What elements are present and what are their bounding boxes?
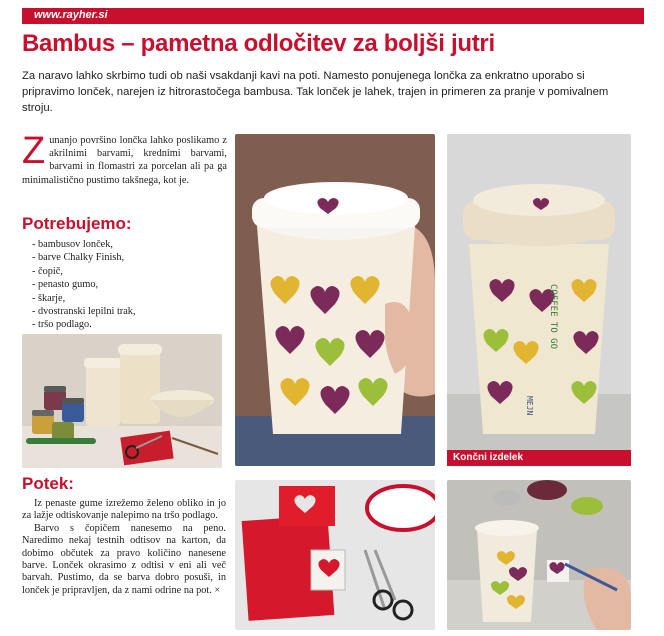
list-item: - dvostranski lepilni trak, — [32, 306, 136, 318]
supplies-photo — [22, 334, 222, 468]
procedure-paragraph: Barvo s čopičem nanesemo na peno. Naredimo nekaj testnih odtisov na karton, da dobimo občutek za pravo količino nanesene barve. Lonček okrasimo z odtisi v eni ali več barvah. Pustimo, da se barva dobro posuši, in lonček je pripravljen, da z nami odrine na pot. × — [22, 522, 226, 596]
procedure-text — [22, 498, 226, 597]
drop-cap: Z — [22, 130, 46, 172]
list-item: - tršo podlago. — [32, 319, 92, 331]
cup-short-text: MEJN — [525, 396, 534, 416]
header-bar — [22, 8, 644, 24]
cup-vertical-text: COFFEE TO GO — [548, 284, 558, 350]
list-item: - barve Chalky Finish, — [32, 252, 125, 264]
foam-stamp-photo — [235, 480, 435, 630]
procedure-heading: Potek: — [22, 474, 74, 493]
finished-cup-photo — [447, 134, 631, 450]
intro-text: Za naravo lahko skrbimo tudi ob naši vsakdanji kavi na poti. Namesto ponujenega lončka za enkratno uporabo si pripravimo lonček, narejen iz hitrorastočega bambusa. Tak lonček je lahek, trajen in primeren za pranje v pomivalnem stroju. — [22, 70, 609, 114]
site-url: www.rayher.si — [34, 9, 108, 21]
materials-heading: Potrebujemo: — [22, 214, 132, 233]
heart-pattern — [270, 276, 387, 414]
hand-cup-photo — [235, 134, 435, 466]
materials-list — [32, 238, 232, 332]
photo-caption: Končni izdelek — [447, 450, 631, 466]
list-item: - škarje, — [32, 292, 66, 304]
lead-paragraph — [22, 130, 227, 187]
list-item: - bambusov lonček, — [32, 239, 113, 250]
article-title: Bambus – pametna odločitev za boljši jutri — [22, 30, 495, 57]
procedure-paragraph: Iz penaste gume izrežemo želeno obliko in jo za lažje odtiskovanje nalepimo na tršo podlago. — [22, 498, 226, 522]
painting-cup-photo — [447, 480, 631, 630]
list-item: - čopič, — [32, 265, 63, 277]
list-item: - penasto gumo, — [32, 279, 99, 291]
lead-text: unanjo površino lončka lahko poslikamo z akrilnimi barvami, krednimi barvami, barvami in flomastri za porcelan ali pa ga minimalistično pustimo takšnega, kot je. — [22, 135, 227, 186]
